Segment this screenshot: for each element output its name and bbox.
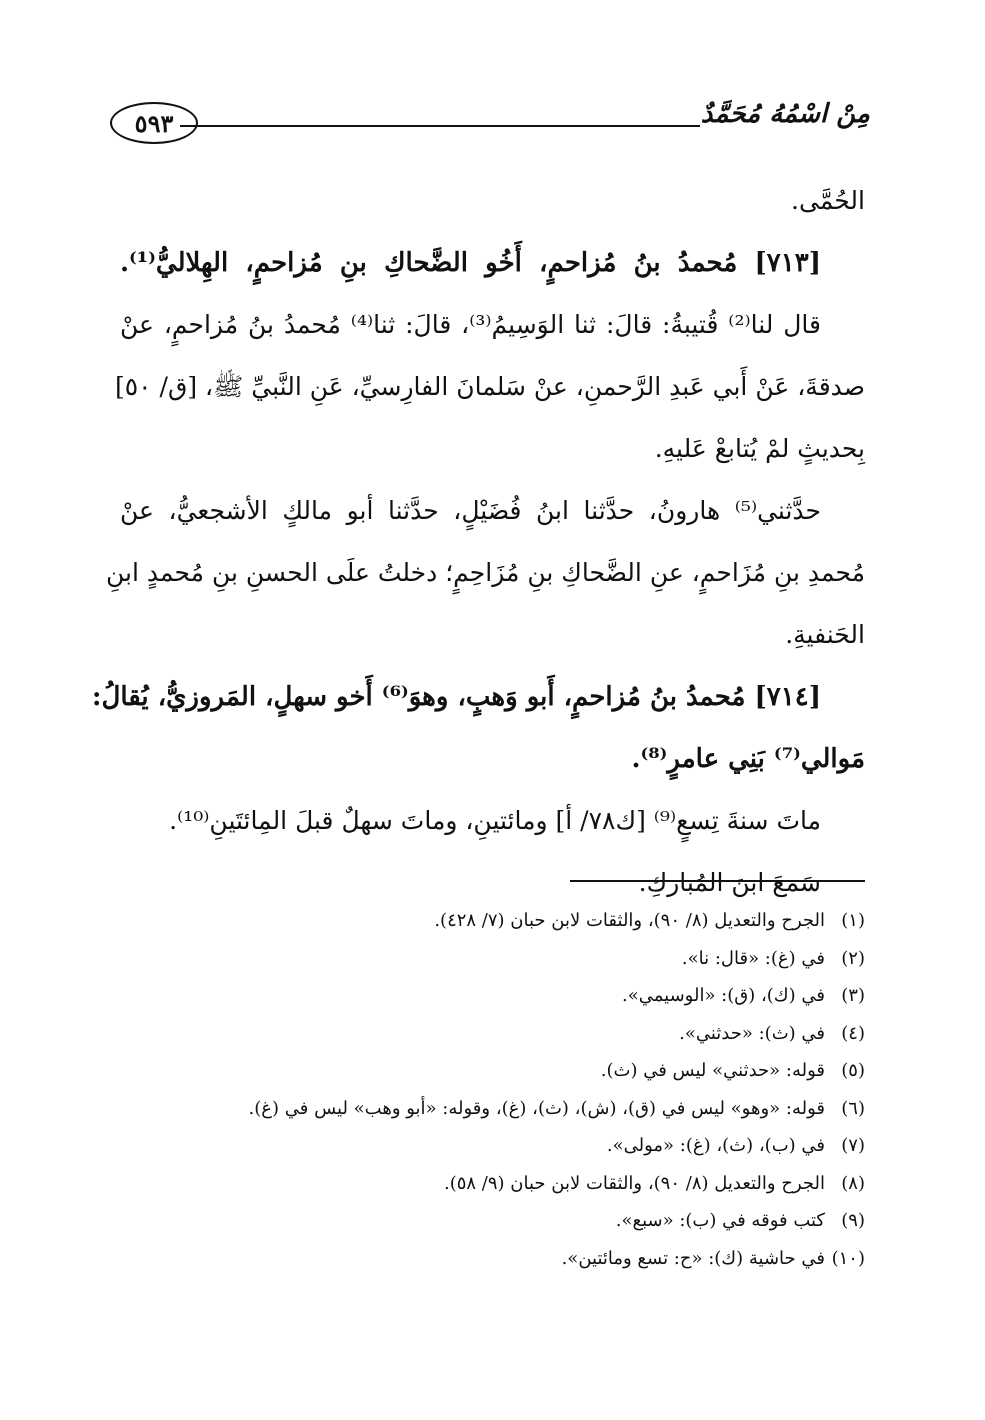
footnote-number: (٢): [841, 947, 865, 969]
text-line: حدَّثني⁽⁵⁾ هارونُ، حدَّثنا ابنُ فُضَيْلٍ، حدَّثنا أبو مالكٍ الأشجعيُّ، عنْ: [120, 496, 821, 525]
page-number: ٥٩٣: [134, 108, 174, 138]
text-line: سَمعَ ابنَ المُباركِ.: [638, 868, 821, 897]
text-line: بِحديثٍ لمْ يُتابعْ عَليهِ.: [654, 434, 865, 463]
entry-heading-714: [٧١٤] مُحمدُ بنُ مُزاحمٍ، أَبو وَهبٍ، وهوَ⁽⁶⁾ أَخو سهلٍ، المَروزيُّ، يُقالُ:: [91, 682, 821, 712]
text-line: قال لنا⁽²⁾ قُتيبةُ: قالَ: ثنا الوَسِيمُ⁽³⁾، قالَ: ثنا⁽⁴⁾ مُحمدُ بنُ مُزاحمٍ، عنْ: [120, 310, 821, 339]
footnote-number: (٣): [841, 985, 865, 1006]
footnote-number: (٧): [841, 1135, 865, 1156]
footnote-number: (٥): [841, 1060, 865, 1081]
footnote-separator: [570, 880, 865, 882]
footnote: [120, 1090, 865, 1128]
footnote: [120, 1165, 865, 1203]
footnote-number: (٩): [841, 1210, 865, 1231]
footnote: [120, 902, 865, 940]
footnote: [120, 940, 865, 978]
entry-heading-714-cont: مَوالي⁽⁷⁾ بَنِي عامرٍ⁽⁸⁾.: [631, 744, 865, 774]
footnote-text: في (ب)، (ث)، (غ): «مولى».: [606, 1135, 825, 1156]
footnote: [120, 1015, 865, 1053]
footnote-number: (٨): [841, 1172, 865, 1194]
entry-heading-713: [٧١٣] مُحمدُ بنُ مُزاحمٍ، أَخُو الضَّحاكِ بنِ مُزاحمٍ، الهِلاليُّ⁽¹⁾.: [120, 248, 821, 278]
footnote-text: في (غ): «قال: نا».: [681, 947, 825, 969]
header-rule: [180, 125, 700, 127]
footnote-text: قوله: «حدثني» ليس في (ث).: [600, 1060, 825, 1081]
footnote: [120, 1127, 865, 1165]
footnote-text: في حاشية (ك): «ح: تسع ومائتين».: [561, 1247, 825, 1269]
footnote-text: في (ك)، (ق): «الوسيمي».: [622, 985, 825, 1006]
running-title: مِنْ اسْمُهُ مُحَمَّدٌ: [700, 99, 870, 129]
footnote-text: قوله: «وهو» ليس في (ق)، (ش)، (ث)، (غ)، وقوله: «أبو وهب» ليس في (غ).: [248, 1097, 825, 1119]
footnote-text: الجرح والتعديل (٨/ ٩٠)، والثقات لابن حبان (٧/ ٤٢٨).: [434, 910, 825, 931]
footnote-number: (١٠): [831, 1247, 865, 1269]
footnote: [120, 977, 865, 1015]
page-number-badge: [110, 102, 198, 144]
footnotes: [120, 902, 865, 1277]
text-line: صدقةَ، عَنْ أَبي عَبدِ الرَّحمنِ، عنْ سَلمانَ الفارِسيِّ، عَنِ النَّبيِّ ﷺ، [ق/ ٥٠]: [114, 372, 865, 401]
footnote-number: (٤): [841, 1022, 865, 1044]
footnote: [120, 1202, 865, 1240]
footnote-text: كتب فوقه في (ب): «سبع».: [615, 1210, 825, 1231]
main-text: [91, 170, 865, 914]
footnote-text: الجرح والتعديل (٨/ ٩٠)، والثقات لابن حبان (٩/ ٥٨).: [443, 1172, 825, 1194]
footnote: [120, 1240, 865, 1278]
footnote: [120, 1052, 865, 1090]
footnote-number: (١): [841, 910, 865, 931]
text-line: الحُمَّى.: [791, 186, 865, 215]
text-line: الحَنفيةِ.: [785, 620, 865, 649]
footnote-number: (٦): [841, 1097, 865, 1119]
text-line: ماتَ سنةَ تِسعٍ⁽⁹⁾ [ك٧٨/ أ] ومائتينِ، وماتَ سهلٌ قبلَ المِائتَينِ⁽¹⁰⁾.: [169, 806, 821, 835]
page-header: [110, 95, 870, 155]
text-line: مُحمدِ بنِ مُزَاحمٍ، عنِ الضَّحاكِ بنِ مُزَاحِمٍ؛ دخلتُ علَى الحسنِ بنِ مُحمدٍ ابنِ: [106, 558, 865, 587]
footnote-text: في (ث): «حدثني».: [679, 1022, 825, 1044]
